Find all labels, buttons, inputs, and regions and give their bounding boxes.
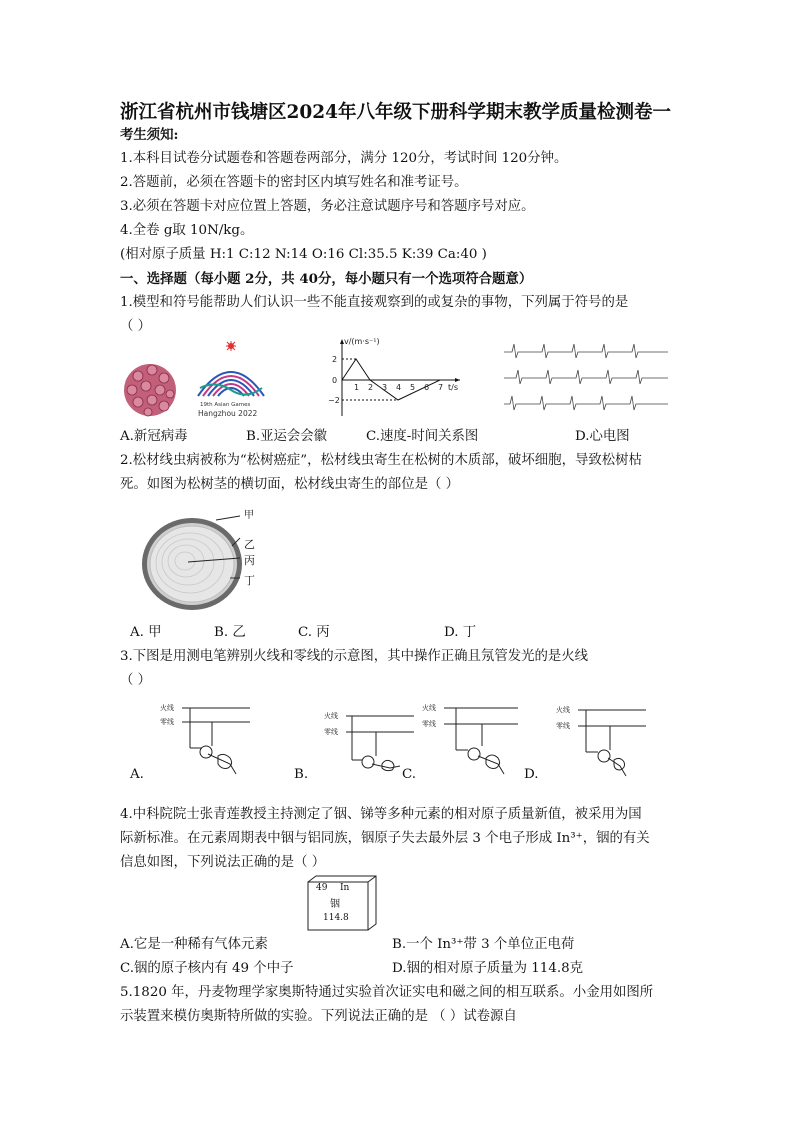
option-b: B. 乙 xyxy=(214,625,246,640)
option-c: C. 丙 xyxy=(298,625,330,640)
graph-ytick: −2 xyxy=(328,396,340,405)
option-a: A.它是一种稀有气体元素 xyxy=(120,937,268,952)
graph-ytick: 0 xyxy=(332,376,338,385)
option-c: C.速度-时间关系图 xyxy=(366,429,479,444)
option-b: B. xyxy=(294,767,309,782)
option-c: C. xyxy=(402,767,417,782)
question-stem: 际新标准。在元素周期表中铟与铝同族，铟原子失去最外层 3 个电子形成 In³⁺，铟的有关 xyxy=(120,831,650,846)
question-stem: 5.1820 年，丹麦物理学家奥斯特通过实验首次证实电和磁之间的相互联系。小金用如图所 xyxy=(120,985,654,1000)
option-a: A.新冠病毒 xyxy=(120,429,188,444)
question-stem: 死。如图为松树茎的横切面，松材线虫寄生的部位是（ ） xyxy=(120,477,460,492)
graph-xtick: 6 xyxy=(424,383,430,392)
neutral-wire-label: 零线 xyxy=(160,718,174,726)
graph-xtick: 2 xyxy=(368,383,374,392)
graph-xtick: 3 xyxy=(382,383,388,392)
question-stem: 3.下图是用测电笔辨别火线和零线的示意图，其中操作正确且氖管发光的是火线 xyxy=(120,649,589,664)
element-number: 49 xyxy=(316,883,328,893)
notice-item: 1.本科目试卷分试题卷和答题卷两部分，满分 120分，考试时间 120分钟。 xyxy=(120,151,568,166)
graph-xtick: 4 xyxy=(396,383,402,392)
notice-item: 4.全卷 g取 10N/kg。 xyxy=(120,223,254,238)
question-stem: 4.中科院院士张青莲教授主持测定了铟、锑等多种元素的相对原子质量新值，被采用为国 xyxy=(120,807,642,822)
question-stem: 2.松材线虫病被称为“松树癌症”，松材线虫寄生在松树的木质部，破坏细胞，导致松树枯 xyxy=(120,453,642,468)
graph-ytick: 2 xyxy=(332,355,338,364)
graph-xlabel: t/s xyxy=(448,383,458,392)
element-mass: 114.8 xyxy=(323,913,349,923)
label-bing: 丙 xyxy=(244,554,255,567)
emblem-subtitle: 19th Asian Games xyxy=(200,402,251,408)
option-d: D. xyxy=(524,767,539,782)
question-stem: 信息如图，下列说法正确的是（ ） xyxy=(120,855,326,870)
live-wire-label: 火线 xyxy=(324,712,338,720)
question-stem: 示装置来模仿奥斯特所做的实验。下列说法正确的是 （ ）试卷源自 xyxy=(120,1009,517,1024)
notice-heading: 考生须知: xyxy=(120,127,179,143)
virus-image xyxy=(120,360,180,420)
element-card xyxy=(306,874,378,932)
circuit-c xyxy=(422,700,522,780)
live-wire-label: 火线 xyxy=(422,704,436,712)
question-stem: （ ） xyxy=(120,319,152,334)
option-d: D. 丁 xyxy=(444,625,477,640)
neutral-wire-label: 零线 xyxy=(556,722,570,730)
notice-item: 3.必须在答题卡对应位置上答题，务必注意试题序号和答题序号对应。 xyxy=(120,199,535,214)
graph-xtick: 5 xyxy=(410,383,416,392)
asian-games-emblem xyxy=(192,340,270,420)
question-stem: （ ） xyxy=(120,673,152,688)
graph-xtick: 1 xyxy=(354,383,360,392)
option-a: A. 甲 xyxy=(130,625,162,640)
option-c: C.铟的原子核内有 49 个中子 xyxy=(120,961,294,976)
option-d: D.心电图 xyxy=(575,429,630,444)
neutral-wire-label: 零线 xyxy=(324,728,338,736)
option-b: B.一个 In³⁺带 3 个单位正电荷 xyxy=(392,937,575,952)
element-name: 铟 xyxy=(330,899,340,910)
section-heading: 一、选择题（每小题 2分，共 40分，每小题只有一个选项符合题意） xyxy=(120,271,533,287)
graph-xtick: 7 xyxy=(438,383,444,392)
element-symbol: In xyxy=(340,883,350,893)
notice-item: 2.答题前，必须在答题卡的密封区内填写姓名和准考证号。 xyxy=(120,175,468,190)
question-stem: 1.模型和符号能帮助人们认识一些不能直接观察到的或复杂的事物，下列属于符号的是 xyxy=(120,295,629,310)
circuit-d xyxy=(556,700,648,780)
option-b: B.亚运会会徽 xyxy=(246,429,328,444)
label-yi: 乙 xyxy=(244,538,255,551)
emblem-city: Hangzhou 2022 xyxy=(198,409,258,418)
neutral-wire-label: 零线 xyxy=(422,720,436,728)
live-wire-label: 火线 xyxy=(556,706,570,714)
live-wire-label: 火线 xyxy=(160,704,174,712)
page-title: 浙江省杭州市钱塘区2024年八年级下册科学期末教学质量检测卷一 xyxy=(120,102,671,123)
atomic-masses: (相对原子质量 H:1 C:12 N:14 O:16 Cl:35.5 K:39 Ca:40 ) xyxy=(120,247,487,262)
option-d: D.铟的相对原子质量为 114.8克 xyxy=(392,961,584,976)
label-ding: 丁 xyxy=(244,574,255,587)
velocity-time-graph xyxy=(328,336,466,420)
ecg-chart xyxy=(502,340,672,418)
circuit-a xyxy=(160,700,252,780)
label-jia: 甲 xyxy=(244,510,254,521)
option-a: A. xyxy=(130,767,144,782)
graph-ylabel: v/(m·s⁻¹) xyxy=(344,337,380,346)
